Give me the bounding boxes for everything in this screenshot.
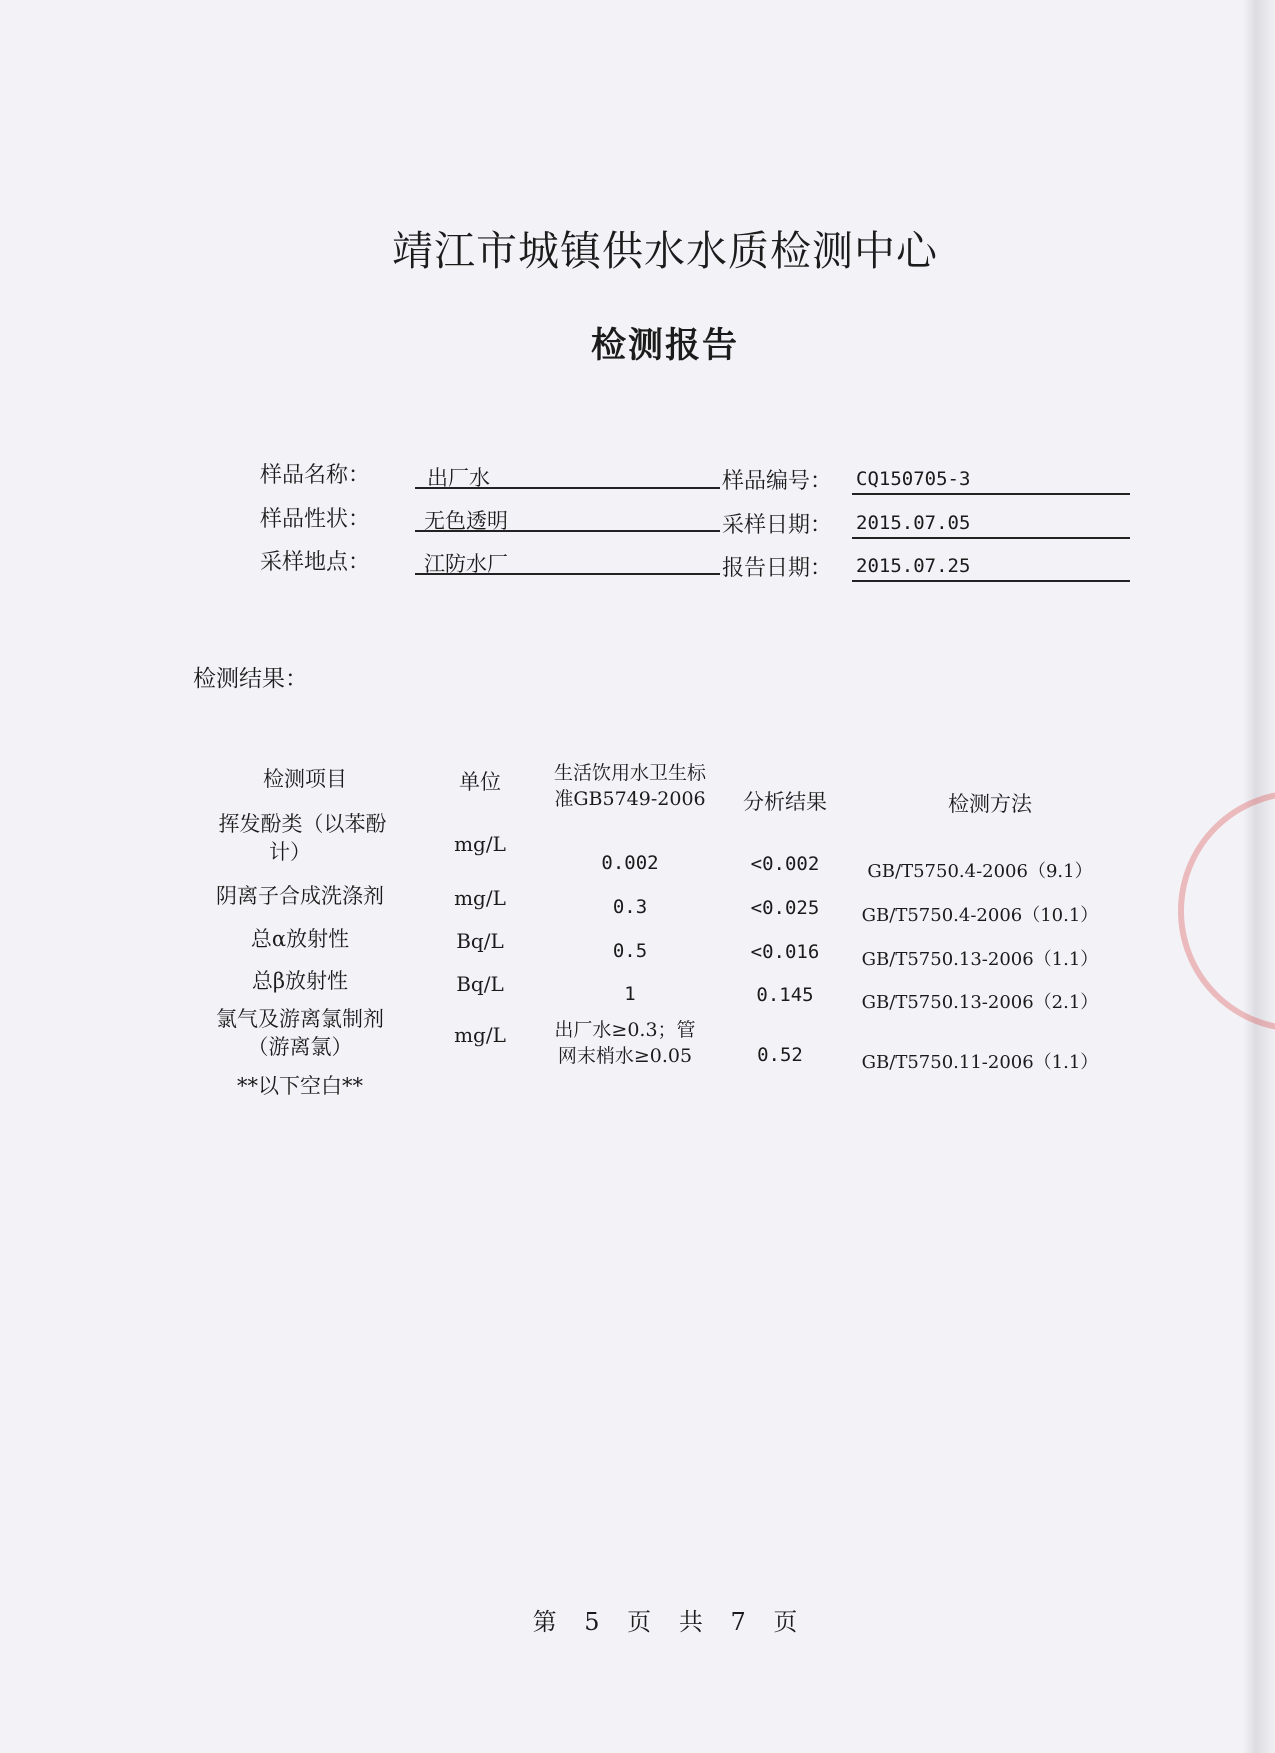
sample-state-underline (415, 530, 720, 532)
row4-unit: Bq/L (456, 972, 504, 996)
row1-unit: mg/L (454, 832, 506, 856)
footer-word-ye: 页 (627, 1608, 652, 1636)
sample-date-value: 2015.07.05 (856, 512, 971, 534)
sample-state-value: 无色透明 (424, 509, 508, 533)
row3-item: 总α放射性 (250, 927, 350, 951)
sample-state-label: 样品性状： (260, 507, 371, 532)
row5-item-line2: （游离氯） (247, 1035, 353, 1059)
row4-item: 总β放射性 (251, 969, 349, 993)
end-note: **以下空白** (237, 1074, 363, 1098)
page-counter (0, 1602, 1275, 1637)
sample-date-label: 采样日期： (722, 513, 833, 538)
header-item: 检测项目 (263, 767, 347, 791)
sample-no-label: 样品编号： (722, 469, 833, 494)
row5-result: 0.52 (757, 1044, 803, 1066)
seal-stamp (1178, 790, 1275, 1032)
row1-result: <0.002 (750, 853, 820, 875)
footer-word-di: 第 (532, 1608, 557, 1636)
header-standard-line2: 准GB5749-2006 (554, 788, 706, 810)
row3-standard: 0.5 (612, 940, 648, 962)
footer-word-gong: 共 (678, 1608, 703, 1636)
row1-standard: 0.002 (601, 852, 659, 874)
row1-method: GB/T5750.4-2006（9.1） (867, 861, 1093, 882)
sample-no-value: CQ150705-3 (856, 468, 971, 490)
report-date-label: 报告日期： (722, 556, 833, 581)
sample-place-value: 江防水厂 (424, 552, 508, 576)
row2-method: GB/T5750.4-2006（10.1） (861, 905, 1099, 926)
row1-item-line2: 计） (269, 840, 311, 864)
header-unit: 单位 (459, 770, 501, 794)
row3-result: <0.016 (750, 941, 820, 963)
results-section-label: 检测结果： (193, 666, 308, 692)
row4-standard: 1 (624, 983, 636, 1005)
row4-method: GB/T5750.13-2006（2.1） (861, 992, 1099, 1013)
row2-unit: mg/L (454, 886, 506, 910)
row5-item-line1: 氯气及游离氯制剂 (216, 1007, 384, 1031)
row2-result: <0.025 (750, 897, 820, 919)
row3-method: GB/T5750.13-2006（1.1） (861, 949, 1099, 970)
row5-unit: mg/L (454, 1023, 506, 1047)
header-standard-line1: 生活饮用水卫生标 (553, 762, 706, 784)
sample-no-underline (852, 493, 1130, 495)
sample-place-underline (415, 573, 720, 575)
header-result: 分析结果 (743, 790, 827, 814)
sample-name-label: 样品名称： (260, 463, 371, 488)
doc-title: 检测报告 (590, 325, 739, 366)
footer-current-page: 5 (584, 1608, 600, 1636)
footer-word-ye2: 页 (773, 1608, 798, 1636)
row5-standard-line2: 网末梢水≥0.05 (557, 1045, 693, 1067)
row2-standard: 0.3 (612, 896, 648, 918)
org-title: 靖江市城镇供水水质检测中心 (392, 227, 938, 275)
footer-total-pages: 7 (730, 1608, 746, 1636)
row3-unit: Bq/L (456, 929, 504, 953)
row1-item-line1: 挥发酚类（以苯酚 (218, 812, 387, 836)
row4-result: 0.145 (756, 984, 814, 1006)
row5-standard-line1: 出厂水≥0.3；管 (554, 1019, 696, 1041)
row5-method: GB/T5750.11-2006（1.1） (861, 1052, 1099, 1073)
row2-item: 阴离子合成洗涤剂 (216, 884, 384, 908)
report-date-value: 2015.07.25 (856, 555, 971, 577)
sample-date-underline (852, 537, 1130, 539)
header-method: 检测方法 (948, 792, 1032, 816)
sample-name-underline (415, 487, 720, 489)
sample-name-value: 出厂水 (427, 466, 490, 490)
sample-place-label: 采样地点： (260, 550, 371, 575)
report-date-underline (852, 580, 1130, 582)
